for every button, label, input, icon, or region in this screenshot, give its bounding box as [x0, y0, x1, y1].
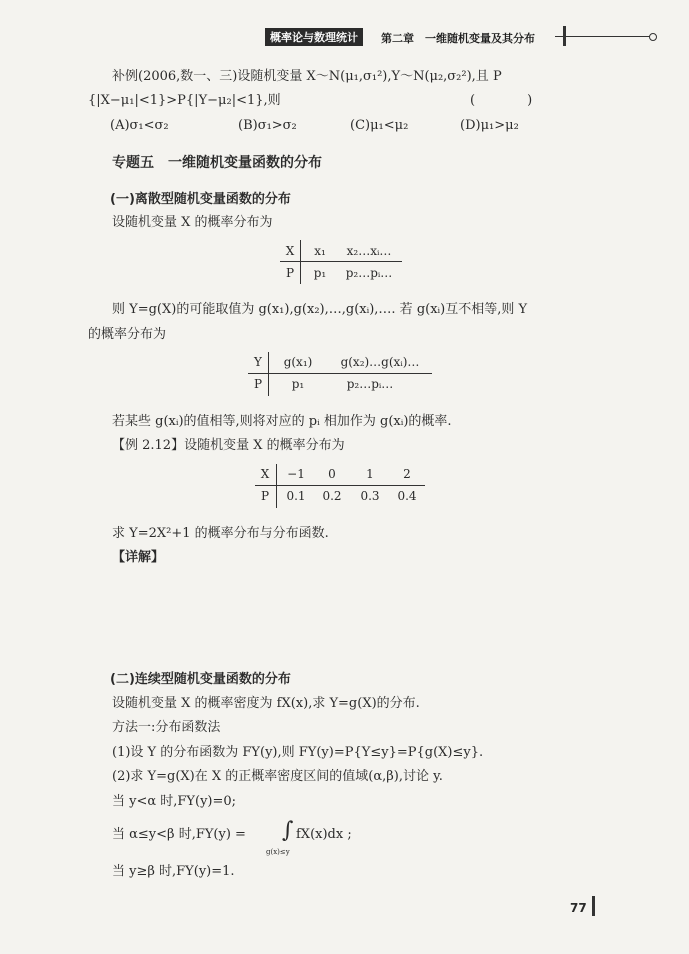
table1-cell: p₁	[313, 266, 327, 280]
case-2-integrand: fX(x)dx ;	[296, 827, 352, 842]
table1-divider	[300, 240, 301, 284]
page-number: 77	[570, 901, 587, 915]
section1-para1-line1: 则 Y=g(X)的可能取值为 g(x₁),g(x₂),…,g(xᵢ),…. 若 g(xᵢ)互不相等,则 Y	[112, 302, 528, 317]
method-one: 方法一:分布函数法	[112, 720, 221, 735]
option-d: (D)μ₁>μ₂	[460, 118, 519, 133]
option-c: (C)μ₁<μ₂	[350, 118, 409, 133]
page-number-bar	[592, 896, 595, 916]
table2-cell: p₁	[291, 377, 305, 391]
table2-head-p: P	[253, 377, 263, 391]
table1-cell: x₁	[314, 244, 326, 258]
table3-rule	[255, 485, 425, 486]
table1-cell: p₂…pᵢ…	[345, 266, 393, 280]
table3-divider	[276, 464, 277, 508]
table3-head-x: X	[260, 467, 270, 481]
table3-cell: 0	[328, 467, 336, 481]
answer-paren: ( )	[470, 93, 533, 108]
option-b: (B)σ₁>σ₂	[238, 118, 297, 133]
table2-rule	[248, 373, 432, 374]
option-a: (A)σ₁<σ₂	[110, 118, 169, 133]
step-2: (2)求 Y=g(X)在 X 的正概率密度区间的值域(α,β),讨论 y.	[112, 769, 443, 784]
section1-title: (一)离散型随机变量函数的分布	[110, 192, 291, 207]
case-1: 当 y<α 时,FY(y)=0;	[112, 794, 237, 809]
chapter-title: 第二章 一维随机变量及其分布	[381, 32, 535, 45]
case-3: 当 y≥β 时,FY(y)=1.	[112, 864, 235, 879]
table3-head-p: P	[260, 489, 270, 503]
table2-divider	[268, 352, 269, 396]
header-bar	[563, 26, 566, 46]
solution-label: 【详解】	[112, 550, 165, 565]
table3-cell: −1	[287, 467, 305, 481]
section1-para1-line2: 的概率分布为	[88, 327, 167, 342]
table3-cell: 0.1	[286, 489, 306, 503]
step-1: (1)设 Y 的分布函数为 FY(y),则 FY(y)=P{Y≤y}=P{g(X)≤y}.	[112, 745, 484, 760]
example-title: 【例 2.12】设随机变量 X 的概率分布为	[112, 438, 345, 453]
section1-intro: 设随机变量 X 的概率分布为	[112, 215, 273, 230]
book-title-tag: 概率论与数理统计	[265, 28, 363, 46]
table2-cell: p₂…pᵢ…	[346, 377, 394, 391]
header-rule	[555, 36, 650, 37]
table2-cell: g(x₁)	[283, 355, 313, 369]
example-question: 求 Y=2X²+1 的概率分布与分布函数.	[112, 526, 329, 541]
table1-head-p: P	[285, 266, 295, 280]
case-2-lhs: 当 α≤y<β 时,FY(y) =	[112, 827, 246, 842]
table1-rule	[280, 261, 402, 262]
table2-head-y: Y	[254, 355, 262, 369]
topic-title: 专题五 一维随机变量函数的分布	[112, 155, 322, 171]
table2-cell: g(x₂)…g(xᵢ)…	[340, 355, 420, 369]
section1-para2: 若某些 g(xᵢ)的值相等,则将对应的 pᵢ 相加作为 g(xᵢ)的概率.	[112, 414, 452, 429]
section2-title: (二)连续型随机变量函数的分布	[110, 672, 291, 687]
section2-intro: 设随机变量 X 的概率密度为 fX(x),求 Y=g(X)的分布.	[112, 696, 420, 711]
table3-cell: 0.3	[360, 489, 380, 503]
table1-head-x: X	[285, 244, 295, 258]
integral-sign: ∫	[282, 818, 294, 843]
table1-cell: x₂…xᵢ…	[346, 244, 392, 258]
table3-cell: 0.2	[322, 489, 342, 503]
integral-limit: g(x)≤y	[266, 848, 290, 856]
supplement-line-2: {|X−μ₁|<1}>P{|Y−μ₂|<1},则	[88, 93, 281, 108]
table3-cell: 2	[403, 467, 411, 481]
table3-cell: 1	[366, 467, 374, 481]
supplement-line-1: 补例(2006,数一、三)设随机变量 X～N(μ₁,σ₁²),Y～N(μ₂,σ₂²),且 P	[112, 69, 502, 84]
table3-cell: 0.4	[397, 489, 417, 503]
header-rule-end-circle	[649, 33, 657, 41]
